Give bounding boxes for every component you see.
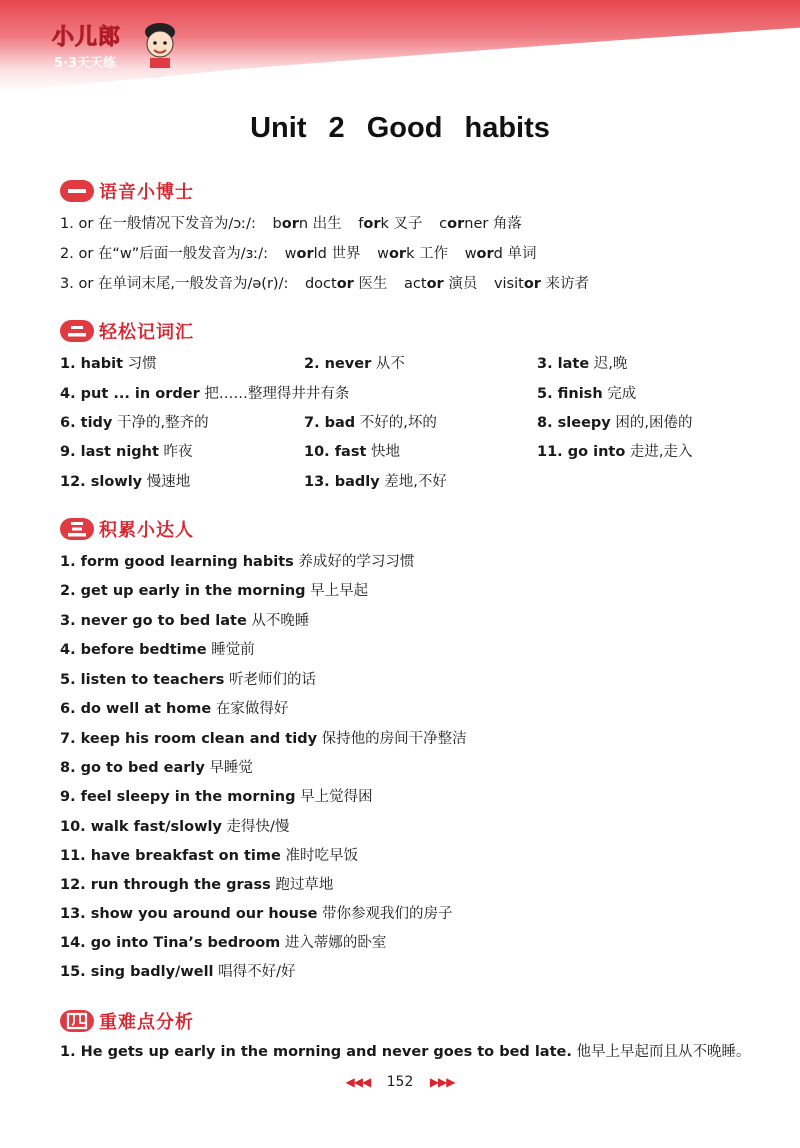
phrase-item: 10. walk fast/slowly 走得快/慢	[60, 819, 290, 835]
section-number-icon	[60, 320, 94, 342]
vocab-item: 2. never 从不	[304, 356, 405, 372]
section-title: 轻松记词汇	[99, 322, 194, 343]
section-header-phrases	[60, 514, 194, 544]
vocab-item: 7. bad 不好的,坏的	[304, 415, 437, 431]
phrase-item: 8. go to bed early 早睡觉	[60, 760, 253, 776]
phrase-item: 12. run through the grass 跑过草地	[60, 877, 334, 893]
section-badge	[60, 518, 94, 540]
vocab-item: 10. fast 快地	[304, 444, 400, 460]
phrase-item: 5. listen to teachers 听老师们的话	[60, 672, 316, 688]
vocab-item: 4. put ... in order 把……整理得井井有条	[60, 386, 350, 402]
page-number: 152	[386, 1074, 414, 1090]
section-badge	[60, 180, 94, 202]
right-arrows-icon: ▶▶▶	[429, 1075, 455, 1089]
section-badge	[60, 320, 94, 342]
left-arrows-icon: ◀◀◀	[345, 1075, 371, 1089]
phrase-item: 15. sing badly/well 唱得不好/好	[60, 964, 296, 980]
brand-logo	[52, 20, 182, 80]
phrase-item: 6. do well at home 在家做得好	[60, 701, 289, 717]
section-title: 语音小博士	[99, 182, 194, 203]
logo-sub-text: 5·3天天练	[54, 56, 117, 71]
vocab-item: 3. late 迟,晚	[537, 356, 628, 372]
page-footer	[0, 1074, 800, 1090]
vocab-item: 8. sleepy 困的,困倦的	[537, 415, 693, 431]
vocab-item: 5. finish 完成	[537, 386, 637, 402]
section-number-icon	[60, 518, 94, 540]
page-title: Unit 2 Good habits	[250, 112, 550, 144]
phrase-item: 4. before bedtime 睡觉前	[60, 642, 255, 658]
section-header-analysis	[60, 1006, 194, 1036]
phonics-rule-2: 2. or 在“w”后面一般发音为/ɜː/: world 世界 work 工作 word 单词	[60, 246, 537, 262]
logo-main-text: 小儿郎	[52, 25, 122, 50]
vocab-item: 13. badly 差地,不好	[304, 474, 447, 490]
section-number-icon	[60, 1010, 94, 1032]
analysis-item: 1. He gets up early in the morning and never goes to bed late. 他早上早起而且从不晚睡。	[60, 1044, 751, 1060]
section-title: 积累小达人	[99, 520, 194, 541]
section-badge	[60, 1010, 94, 1032]
vocab-item: 1. habit 习惯	[60, 356, 157, 372]
vocab-item: 11. go into 走进,走入	[537, 444, 693, 460]
section-number-icon	[60, 180, 94, 202]
section-header-phonics	[60, 176, 194, 206]
phrase-item: 2. get up early in the morning 早上早起	[60, 583, 369, 599]
phrase-item: 13. show you around our house 带你参观我们的房子	[60, 906, 453, 922]
phrase-item: 1. form good learning habits 养成好的学习习惯	[60, 554, 415, 570]
phrase-item: 3. never go to bed late 从不晚睡	[60, 613, 310, 629]
section-header-vocab	[60, 316, 194, 346]
vocab-item: 12. slowly 慢速地	[60, 474, 191, 490]
vocab-item: 6. tidy 干净的,整齐的	[60, 415, 209, 431]
phrase-item: 9. feel sleepy in the morning 早上觉得困	[60, 789, 373, 805]
phonics-rule-3: 3. or 在单词末尾,一般发音为/ə(r)/: doctor 医生 actor 演员 visitor 来访者	[60, 276, 590, 292]
phrase-item: 7. keep his room clean and tidy 保持他的房间干净整洁	[60, 731, 467, 747]
phonics-rule-1: 1. or 在一般情况下发音为/ɔː/: born 出生 fork 叉子 corner 角落	[60, 216, 522, 232]
section-title: 重难点分析	[99, 1012, 194, 1033]
vocab-item: 9. last night 昨夜	[60, 444, 193, 460]
mascot-icon	[140, 22, 180, 68]
phrase-item: 11. have breakfast on time 准时吃早饭	[60, 848, 358, 864]
phrase-item: 14. go into Tina’s bedroom 进入蒂娜的卧室	[60, 935, 387, 951]
